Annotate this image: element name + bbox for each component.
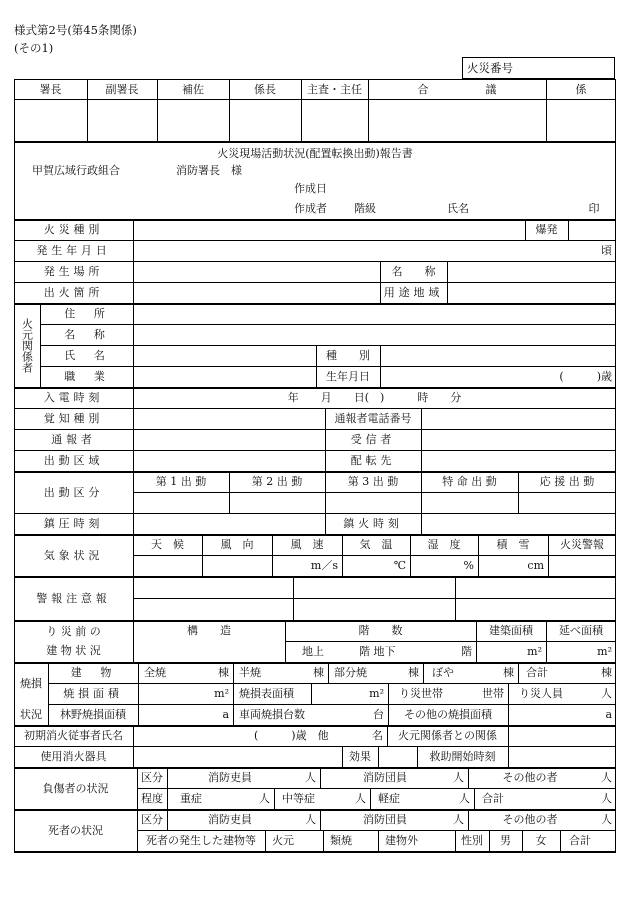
wind-speed-label: 風 速 <box>290 538 324 551</box>
half-burn-label: 半焼 <box>239 666 261 679</box>
suppression-time-label: 鎮圧時刻 <box>43 517 104 530</box>
fire-type-label: 火災種別 <box>43 223 104 236</box>
reporter-phone-label: 通報者電話番号 <box>334 412 412 425</box>
male-label: 男 <box>500 834 511 847</box>
below-ground-label: 階 地下 <box>359 645 396 658</box>
deaths-others-unit: 人 <box>601 813 612 826</box>
pre-fire-label-1: り 災 前 の <box>46 625 101 638</box>
role-consult-2: 議 <box>485 82 497 96</box>
outside-label: 建物外 <box>385 834 418 847</box>
forest-area-unit: a <box>222 708 229 721</box>
injured-fire-staff-label: 消防吏員 <box>208 771 252 784</box>
awareness-label: 覚知種別 <box>43 412 104 425</box>
recipient-title: 消防署長 様 <box>176 163 242 177</box>
use-zone-label: 用途地域 <box>383 286 444 299</box>
party-group-label: 火元関係者 <box>20 317 34 373</box>
name-count-unit: 名 <box>372 729 383 742</box>
role-inspector: 主査・主任 <box>307 82 362 96</box>
female-label: 女 <box>535 834 547 847</box>
author-label: 作成者 <box>294 201 327 215</box>
call-time-format: 年 月 日( ) 時 分 <box>287 391 462 404</box>
vehicle-count-unit: 台 <box>373 708 384 721</box>
total-floor-area-unit: m² <box>597 645 612 658</box>
rescue-time-label: 救助開始時刻 <box>429 750 496 763</box>
role-staff: 係 <box>575 82 587 96</box>
role-chief: 署長 <box>39 82 62 96</box>
weather-label: 天 候 <box>151 538 184 551</box>
temperature-label: 気 温 <box>359 538 393 551</box>
dispatch-1: 第 1 出 動 <box>155 475 207 488</box>
victims-label: り災人員 <box>519 687 563 700</box>
spread-label: 類焼 <box>330 834 352 847</box>
forest-area-label: 林野焼損面積 <box>60 708 126 721</box>
sex-total-label: 合計 <box>569 834 591 847</box>
full-burn-unit: 棟 <box>218 666 229 679</box>
type-label: 種 別 <box>326 349 370 362</box>
surface-area-unit: m² <box>369 687 384 700</box>
address-label: 住 所 <box>64 307 109 320</box>
snow-label: 積 雪 <box>496 538 530 551</box>
dispatch-support: 応 援 出 動 <box>539 475 595 488</box>
vehicle-count-label: 車両焼損台数 <box>239 708 305 721</box>
degree-label: 程度 <box>141 792 163 805</box>
report-title: 火災現場活動状況(配置転換出動)報告書 <box>217 146 413 160</box>
half-burn-unit: 棟 <box>313 666 324 679</box>
fire-warning-label: 火災警報 <box>560 538 604 551</box>
smoke-label: ぼや <box>432 666 454 679</box>
deaths-fire-corps-label: 消防団員 <box>363 813 407 826</box>
recipient-org: 甲賀広域行政組合 <box>32 163 120 177</box>
floors-label: 階 数 <box>358 624 403 637</box>
form-sub-number: (その1) <box>14 41 54 55</box>
floor-unit: 階 <box>461 645 472 658</box>
structure-label: 構 造 <box>187 624 231 637</box>
unit-humidity: % <box>463 559 474 572</box>
reporter-label: 通報者 <box>51 433 96 446</box>
total-floor-area-label: 延べ面積 <box>559 624 603 637</box>
mild-unit: 人 <box>459 792 470 805</box>
pre-fire-label-2: 建 物 状 況 <box>46 644 101 657</box>
transfer-dest-label: 配転先 <box>350 454 396 467</box>
call-time-label: 入電時刻 <box>43 391 104 404</box>
rank-label: 階級 <box>354 201 376 215</box>
full-burn-label: 全焼 <box>144 666 166 679</box>
deaths-fire-corps-unit: 人 <box>453 813 464 826</box>
receiver-label: 受信者 <box>350 433 396 446</box>
dob-label: 生年月日 <box>326 370 370 383</box>
injured-others-unit: 人 <box>601 771 612 784</box>
unit-snow: cm <box>527 559 544 572</box>
smoke-unit: 棟 <box>503 666 514 679</box>
deaths-fire-staff-label: 消防吏員 <box>208 813 252 826</box>
injured-label: 負傷者の状況 <box>42 781 109 795</box>
fire-origin-label: 火元 <box>272 834 294 847</box>
injured-total-unit: 人 <box>601 792 612 805</box>
humidity-label: 湿 度 <box>427 538 461 551</box>
severe-unit: 人 <box>259 792 270 805</box>
burn-area-unit: m² <box>214 687 229 700</box>
person-name-label: 氏 名 <box>64 349 109 362</box>
injured-fire-corps-unit: 人 <box>453 771 464 784</box>
other-area-unit: a <box>605 708 612 721</box>
fire-number-label: 火災番号 <box>467 61 513 75</box>
deaths-fire-staff-unit: 人 <box>305 813 316 826</box>
fire-number-field[interactable] <box>462 57 615 79</box>
dispatch-special: 特 命 出 動 <box>442 475 497 488</box>
partial-burn-unit: 棟 <box>408 666 419 679</box>
occupation-label: 職 業 <box>64 370 109 383</box>
injured-category-label: 区分 <box>141 771 163 784</box>
sex-label: 性別 <box>461 834 483 847</box>
occurred-date-label: 発生年月日 <box>36 244 111 257</box>
unit-temp: ℃ <box>393 559 406 572</box>
origin-label: 出火箇所 <box>43 286 104 299</box>
dispatch-3: 第 3 出 動 <box>347 475 399 488</box>
injured-fire-staff-unit: 人 <box>305 771 316 784</box>
first-responder-label: 初期消火従事者氏名 <box>24 729 123 742</box>
victims-unit: 人 <box>601 687 612 700</box>
role-deputy: 副署長 <box>105 82 139 96</box>
age-others-label: ( )歳 他 <box>254 729 329 742</box>
households-unit: 世帯 <box>482 687 504 700</box>
dispatch-2: 第 2 出 動 <box>251 475 303 488</box>
building-area-label: 建築面積 <box>489 624 533 637</box>
other-area-label: その他の焼損面積 <box>404 708 492 721</box>
role-consult-1: 合 <box>417 82 429 96</box>
building-area-unit: m² <box>527 645 542 658</box>
burn-area-label: 焼損面積 <box>63 687 123 700</box>
relation-label: 火元関係者との関係 <box>398 729 497 742</box>
dispatch-type-label: 出動区分 <box>43 485 104 499</box>
warning-label: 警報注意報 <box>36 591 111 605</box>
total-label: 合計 <box>526 666 548 679</box>
burn-group-label-1: 焼損 <box>20 676 42 690</box>
burn-group-label-2: 状況 <box>20 708 42 721</box>
effect-label: 効果 <box>349 750 371 763</box>
injured-fire-corps-label: 消防団員 <box>363 771 407 784</box>
role-section-chief: 係長 <box>254 82 276 96</box>
weather-group-label: 気象状況 <box>43 548 104 562</box>
name-label: 氏名 <box>447 201 469 215</box>
place-name-label: 名 称 <box>391 265 436 278</box>
dispatch-area-label: 出動区域 <box>43 454 104 467</box>
wind-dir-label: 風 向 <box>220 538 254 551</box>
age-label: ( )歳 <box>559 370 612 383</box>
injured-others-label: その他の者 <box>502 771 558 784</box>
deaths-label: 死者の状況 <box>48 823 103 837</box>
mild-label: 軽症 <box>378 792 400 805</box>
seal-mark: 印 <box>588 201 600 215</box>
deaths-others-label: その他の者 <box>502 813 558 826</box>
households-label: り災世帯 <box>399 687 443 700</box>
extinguish-time-label: 鎮火時刻 <box>343 517 403 530</box>
surface-area-label: 焼損表面積 <box>239 687 294 700</box>
created-date-label: 作成日 <box>294 181 327 195</box>
form-number: 様式第2号(第45条関係) <box>14 23 137 37</box>
approx-label: 頃 <box>601 244 612 257</box>
explosion-label: 爆発 <box>535 223 558 236</box>
moderate-unit: 人 <box>355 792 366 805</box>
partial-burn-label: 部分焼 <box>334 666 367 679</box>
unit-wind: m／s <box>310 559 338 572</box>
death-building-label: 死者の発生した建物等 <box>146 834 256 847</box>
severe-label: 重症 <box>180 792 202 805</box>
deaths-category-label: 区分 <box>141 813 163 826</box>
location-label: 発生場所 <box>43 265 104 278</box>
above-ground-label: 地上 <box>302 645 324 658</box>
moderate-label: 中等症 <box>282 792 315 805</box>
building-label: 建 物 <box>70 666 116 679</box>
report-form <box>0 79 630 869</box>
equipment-label: 使用消火器具 <box>40 750 107 763</box>
role-assistant: 補佐 <box>182 82 204 96</box>
injured-total-label: 合計 <box>482 792 504 805</box>
party-name-label: 名 称 <box>64 328 109 341</box>
total-unit: 棟 <box>601 666 612 679</box>
